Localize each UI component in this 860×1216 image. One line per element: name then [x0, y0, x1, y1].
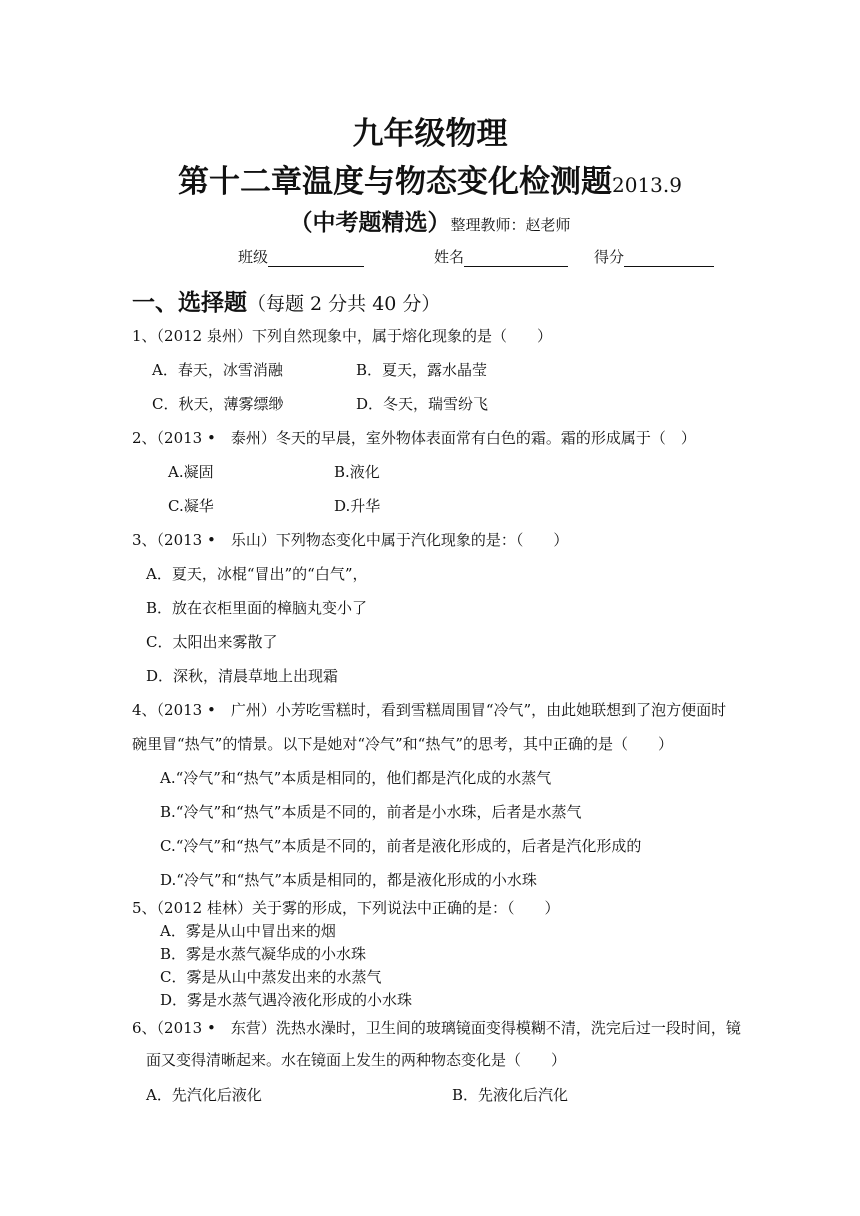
option: B．放在衣柜里面的樟脑丸变小了: [146, 599, 368, 617]
score-blank: [624, 250, 714, 267]
section-title: 一、选择题: [132, 289, 247, 316]
option: D．雾是水蒸气遇冷液化形成的小水珠: [160, 991, 413, 1009]
option: B.液化: [334, 463, 380, 481]
option: A．夏天，冰棍“冒出”的“白气”，: [146, 565, 368, 583]
question-stem: 3、（2013 • 乐山）下列物态变化中属于汽化现象的是：（ ）: [132, 531, 569, 549]
question-stem-cont: 面又变得清晰起来。水在镜面上发生的两种物态变化是（ ）: [146, 1051, 567, 1069]
question-stem-cont: 碗里冒“热气”的情景。以下是她对“冷气”和“热气”的思考，其中正确的是（ ）: [132, 735, 674, 753]
subtitle-line: [0, 204, 860, 237]
compiler: 整理教师：赵老师: [450, 216, 571, 234]
name-field: [434, 246, 568, 267]
title-date: 2013.9: [612, 173, 682, 197]
option: A．雾是从山中冒出来的烟: [160, 922, 336, 940]
option: C.“冷气”和“热气”本质是不同的，前者是液化形成的，后者是汽化形成的: [160, 837, 642, 855]
class-blank: [268, 250, 364, 267]
question-stem: 5、（2012 桂林）关于雾的形成，下列说法中正确的是：（ ）: [132, 899, 560, 917]
option: A．先汽化后液化: [146, 1086, 262, 1104]
class-field: [238, 246, 364, 267]
option: C．秋天，薄雾缥缈: [152, 395, 284, 413]
score-field: [594, 246, 714, 267]
subtitle: （中考题精选）: [289, 209, 451, 236]
option: B．夏天，露水晶莹: [356, 361, 488, 379]
option: C.凝华: [168, 497, 214, 515]
class-label: 班级: [238, 248, 269, 266]
question-stem: 6、（2013 • 东营）洗热水澡时，卫生间的玻璃镜面变得模糊不清，洗完后过一段时间，镜: [132, 1019, 741, 1037]
option: A．春天，冰雪消融: [152, 361, 283, 379]
option: D．深秋，清晨草地上出现霜: [146, 667, 339, 685]
option: B．先液化后汽化: [452, 1086, 569, 1104]
option: D．冬天，瑞雪纷飞: [356, 395, 489, 413]
option: D.“冷气”和“热气”本质是相同的，都是液化形成的小水珠: [160, 871, 537, 889]
option: C．雾是从山中蒸发出来的水蒸气: [160, 968, 382, 986]
question-stem: 2、（2013 • 泰州）冬天的早晨，室外物体表面常有白色的霜。霜的形成属于（ ）: [132, 429, 696, 447]
name-blank: [464, 250, 568, 267]
question-stem: 4、（2013 • 广州）小芳吃雪糕时，看到雪糕周围冒“冷气”，由此她联想到了泡方便面时: [132, 701, 727, 719]
section-note: （每题 2 分共 40 分）: [247, 293, 441, 315]
score-label: 得分: [594, 248, 625, 266]
name-label: 姓名: [434, 248, 465, 266]
option: A.“冷气”和“热气”本质是相同的，他们都是汽化成的水蒸气: [160, 769, 552, 787]
option: B.“冷气”和“热气”本质是不同的，前者是小水珠，后者是水蒸气: [160, 803, 582, 821]
question-stem: 1、（2012 泉州）下列自然现象中，属于熔化现象的是（ ）: [132, 327, 552, 345]
section-heading: [132, 284, 440, 317]
title-line-2: [0, 156, 860, 201]
option: D.升华: [334, 497, 381, 515]
option: A.凝固: [168, 463, 214, 481]
option: B．雾是水蒸气凝华成的小水珠: [160, 945, 367, 963]
chapter-title: 第十二章温度与物态变化检测题: [178, 164, 612, 200]
option: C．太阳出来雾散了: [146, 633, 278, 651]
title-line-1: 九年级物理: [352, 116, 508, 152]
